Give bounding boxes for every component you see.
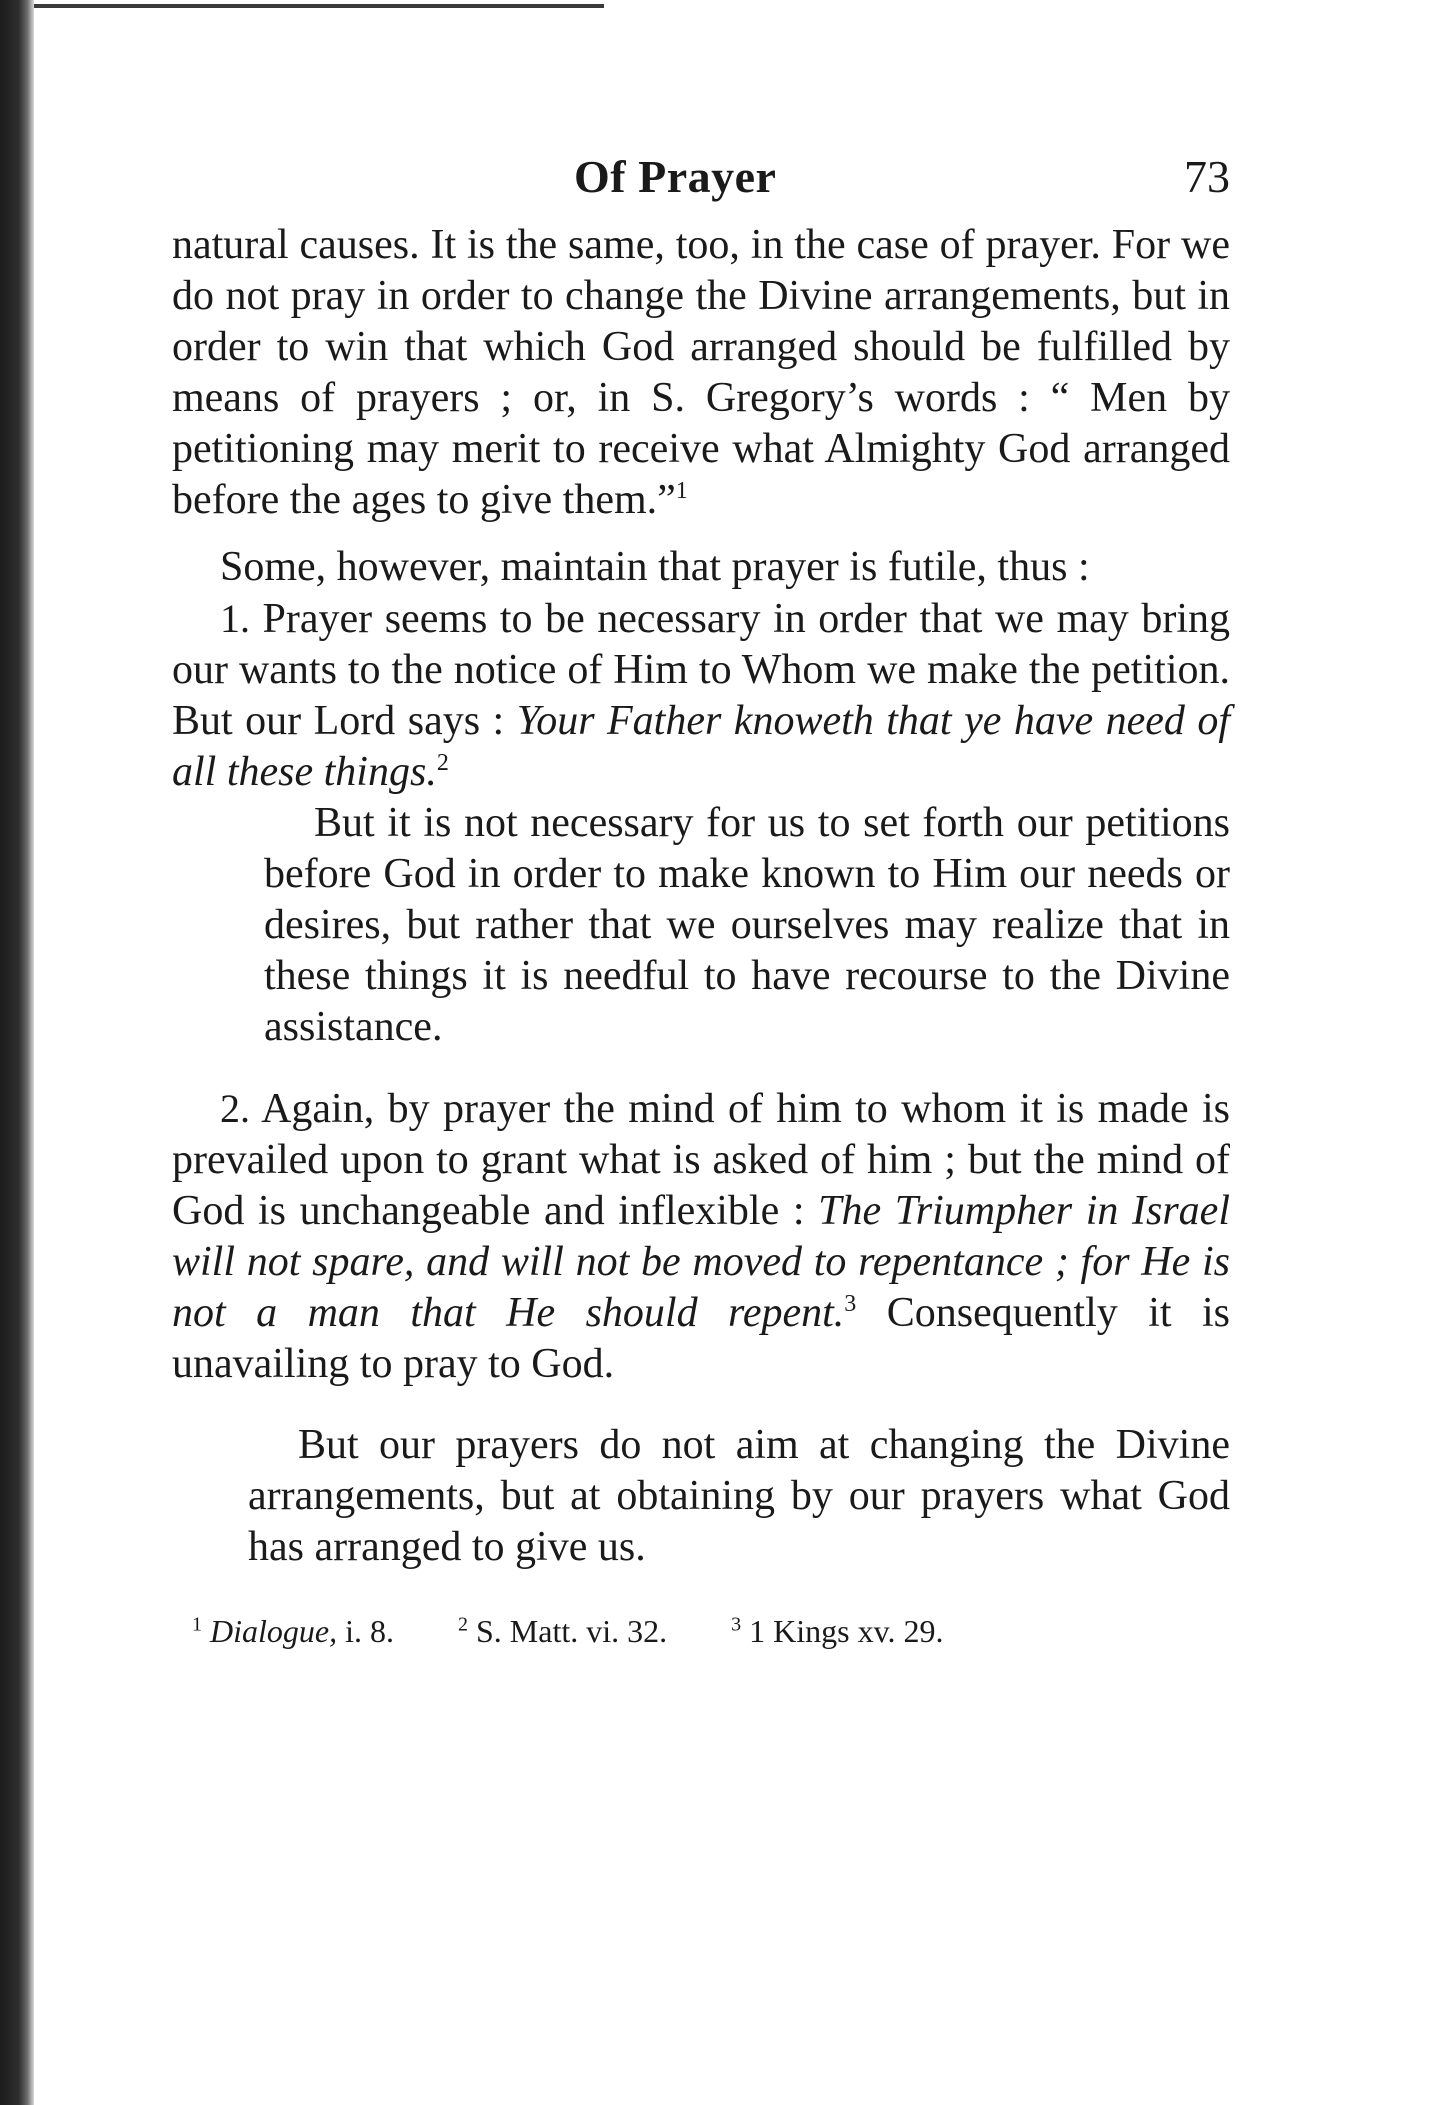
reply-1	[264, 798, 1230, 1053]
reply-text: But our prayers do not aim at changing the Divine arrangements, but at obtaining by our prayers what God has arranged to give us.	[248, 1422, 1230, 1570]
book-page	[172, 140, 1230, 1651]
footnote-text: 1 Kings xv. 29.	[749, 1613, 944, 1649]
objection-number: 1.	[220, 596, 250, 641]
page-number: 73	[1184, 151, 1230, 202]
scripture-quote: The Triumpher in Israel will not spare, and will not be moved to repentance ; for He is not a man that He should repent.	[172, 1188, 1230, 1336]
top-rule	[34, 4, 604, 8]
footnotes	[172, 1611, 1230, 1651]
footnote-mark: 3	[731, 1613, 742, 1636]
footnote-1	[192, 1611, 394, 1651]
objection-1	[172, 593, 1230, 798]
objection-text: Again, by prayer the mind of him to whom it is made is prevailed upon to grant what is asked of him ; but the mind of God is unchangeable and inflexible :	[172, 1086, 1231, 1234]
footnote-text: i. 8.	[345, 1613, 394, 1649]
objection-text: Prayer seems to be necessary in order that we may bring our wants to the notice of Him to Whom we make the petition. But our Lord says :	[172, 596, 1230, 744]
paragraph-objections-intro: Some, however, maintain that prayer is futile, thus :	[220, 544, 1090, 590]
footnote-mark: 2	[457, 1613, 468, 1636]
running-head	[172, 140, 1230, 220]
book-binding-edge	[0, 0, 34, 2105]
footnote-title: Dialogue,	[210, 1613, 338, 1649]
objection-2	[172, 1083, 1230, 1390]
objection-number: 2.	[220, 1086, 250, 1131]
reply-2	[248, 1420, 1230, 1573]
footnote-2	[458, 1611, 667, 1651]
objection-conclusion: Consequently it is unavailing to pray to God.	[172, 1290, 1231, 1387]
footnote-ref-2: 2	[436, 750, 449, 776]
footnote-3	[731, 1611, 943, 1651]
footnote-ref-1: 1	[675, 478, 688, 504]
page-title: Of Prayer	[574, 151, 777, 202]
footnote-ref-3: 3	[844, 1291, 857, 1317]
footnote-mark: 1	[192, 1613, 202, 1636]
reply-text: But it is not necessary for us to set forth our petitions before God in order to make known to Him our needs or desires, but rather that we ourselves may realize that in these things it is needful to have recourse to the Divine assistance.	[264, 800, 1230, 1050]
paragraph-natural-causes	[172, 220, 1230, 526]
paragraph-text: natural causes. It is the same, too, in the case of prayer. For we do not pray in order to change the Divine arrangements, but in order to win that which God arranged should be fulfilled by means of prayers ; or, in S. Gregory’s words : “ Men by petitioning may merit to receive what Almighty God arranged before the ages to give them.”	[172, 222, 1230, 523]
scripture-quote: Your Father knoweth that ye have need of all these things.	[172, 698, 1231, 795]
footnote-text: S. Matt. vi. 32.	[475, 1613, 668, 1649]
